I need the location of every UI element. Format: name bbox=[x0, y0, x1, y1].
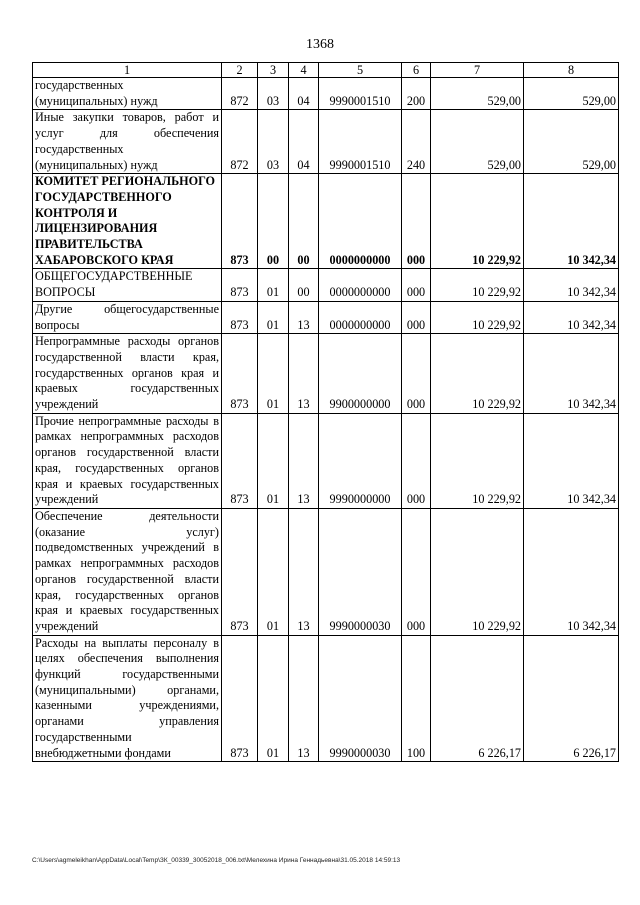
row-name-cell: Прочие непрограммные расходы в рамках непрограммных расходов органов государственной власти края, государственных органов края и краевых государственных учреждений bbox=[33, 413, 222, 508]
ministry-code-cell: 873 bbox=[222, 301, 258, 333]
header-cell: 8 bbox=[524, 63, 619, 78]
subsection-code-cell: 04 bbox=[289, 78, 319, 110]
ministry-code-cell: 873 bbox=[222, 508, 258, 635]
header-cell: 4 bbox=[289, 63, 319, 78]
target-article-cell: 9990000030 bbox=[319, 508, 402, 635]
row-name-cell: Расходы на выплаты персоналу в целях обеспечения выполнения функций государственными (муниципальными) органами, казенными учреждениями, органами управления государственными внебюджетными фондами bbox=[33, 635, 222, 762]
table-row bbox=[33, 334, 619, 414]
table-row bbox=[33, 269, 619, 301]
table-row bbox=[33, 413, 619, 508]
amount-year1-cell: 10 229,92 bbox=[431, 174, 524, 269]
expense-type-cell: 000 bbox=[402, 334, 431, 414]
subsection-code-cell: 13 bbox=[289, 508, 319, 635]
budget-table bbox=[32, 62, 619, 762]
section-code-cell: 00 bbox=[258, 174, 289, 269]
row-name-cell: Непрограммные расходы органов государственной власти края, государственных органов края и краевых государственных учреждений bbox=[33, 334, 222, 414]
ministry-code-cell: 872 bbox=[222, 78, 258, 110]
expense-type-cell: 000 bbox=[402, 174, 431, 269]
subsection-code-cell: 13 bbox=[289, 635, 319, 762]
header-cell: 5 bbox=[319, 63, 402, 78]
amount-year2-cell: 10 342,34 bbox=[524, 334, 619, 414]
amount-year1-cell: 529,00 bbox=[431, 110, 524, 174]
amount-year2-cell: 529,00 bbox=[524, 78, 619, 110]
ministry-code-cell: 873 bbox=[222, 635, 258, 762]
amount-year1-cell: 529,00 bbox=[431, 78, 524, 110]
section-code-cell: 01 bbox=[258, 334, 289, 414]
amount-year2-cell: 10 342,34 bbox=[524, 269, 619, 301]
target-article-cell: 9990000030 bbox=[319, 635, 402, 762]
subsection-code-cell: 13 bbox=[289, 301, 319, 333]
subsection-code-cell: 00 bbox=[289, 269, 319, 301]
row-name-cell: Обеспечение деятельности (оказание услуг) подведомственных учреждений в рамках непрограммных расходов органов государственной власти края, государственных органов края и краевых государственных учреждений bbox=[33, 508, 222, 635]
expense-type-cell: 200 bbox=[402, 78, 431, 110]
table-row bbox=[33, 78, 619, 110]
amount-year1-cell: 10 229,92 bbox=[431, 413, 524, 508]
table-row bbox=[33, 301, 619, 333]
target-article-cell: 9990000000 bbox=[319, 413, 402, 508]
ministry-code-cell: 873 bbox=[222, 413, 258, 508]
header-cell: 1 bbox=[33, 63, 222, 78]
expense-type-cell: 100 bbox=[402, 635, 431, 762]
amount-year1-cell: 10 229,92 bbox=[431, 334, 524, 414]
amount-year2-cell: 529,00 bbox=[524, 110, 619, 174]
target-article-cell: 9990001510 bbox=[319, 78, 402, 110]
target-article-cell: 0000000000 bbox=[319, 301, 402, 333]
ministry-code-cell: 873 bbox=[222, 174, 258, 269]
amount-year1-cell: 10 229,92 bbox=[431, 508, 524, 635]
subsection-code-cell: 04 bbox=[289, 110, 319, 174]
row-name-cell: государственных (муниципальных) нужд bbox=[33, 78, 222, 110]
target-article-cell: 9990001510 bbox=[319, 110, 402, 174]
amount-year2-cell: 10 342,34 bbox=[524, 301, 619, 333]
header-cell: 3 bbox=[258, 63, 289, 78]
amount-year2-cell: 10 342,34 bbox=[524, 508, 619, 635]
ministry-code-cell: 873 bbox=[222, 269, 258, 301]
section-code-cell: 03 bbox=[258, 78, 289, 110]
target-article-cell: 0000000000 bbox=[319, 269, 402, 301]
subsection-code-cell: 13 bbox=[289, 334, 319, 414]
section-code-cell: 01 bbox=[258, 508, 289, 635]
expense-type-cell: 240 bbox=[402, 110, 431, 174]
page-number: 1368 bbox=[306, 37, 334, 52]
amount-year1-cell: 10 229,92 bbox=[431, 269, 524, 301]
row-name-cell: ОБЩЕГОСУДАРСТВЕННЫЕ ВОПРОСЫ bbox=[33, 269, 222, 301]
target-article-cell: 9900000000 bbox=[319, 334, 402, 414]
section-code-cell: 01 bbox=[258, 269, 289, 301]
expense-type-cell: 000 bbox=[402, 413, 431, 508]
table-row bbox=[33, 635, 619, 762]
expense-type-cell: 000 bbox=[402, 269, 431, 301]
section-code-cell: 01 bbox=[258, 301, 289, 333]
ministry-code-cell: 872 bbox=[222, 110, 258, 174]
header-cell: 2 bbox=[222, 63, 258, 78]
row-name-cell: Иные закупки товаров, работ и услуг для обеспечения государственных (муниципальных) нужд bbox=[33, 110, 222, 174]
section-code-cell: 01 bbox=[258, 413, 289, 508]
header-cell: 7 bbox=[431, 63, 524, 78]
amount-year2-cell: 10 342,34 bbox=[524, 413, 619, 508]
section-code-cell: 03 bbox=[258, 110, 289, 174]
amount-year1-cell: 10 229,92 bbox=[431, 301, 524, 333]
target-article-cell: 0000000000 bbox=[319, 174, 402, 269]
table-row bbox=[33, 110, 619, 174]
table-row bbox=[33, 174, 619, 269]
subsection-code-cell: 00 bbox=[289, 174, 319, 269]
table-row bbox=[33, 508, 619, 635]
file-path-footer: C:\Users\agmeleikhan\AppData\Local\Temp\ЗК_00339_30052018_006.txt\Мелехина Ирина Геннадьевна\31.05.2018 14:59:13 bbox=[32, 857, 401, 864]
subsection-code-cell: 13 bbox=[289, 413, 319, 508]
expense-type-cell: 000 bbox=[402, 301, 431, 333]
amount-year1-cell: 6 226,17 bbox=[431, 635, 524, 762]
row-name-cell: КОМИТЕТ РЕГИОНАЛЬНОГО ГОСУДАРСТВЕННОГО КОНТРОЛЯ И ЛИЦЕНЗИРОВАНИЯ ПРАВИТЕЛЬСТВА ХАБАРОВСКОГО КРАЯ bbox=[33, 174, 222, 269]
section-code-cell: 01 bbox=[258, 635, 289, 762]
header-cell: 6 bbox=[402, 63, 431, 78]
expense-type-cell: 000 bbox=[402, 508, 431, 635]
amount-year2-cell: 6 226,17 bbox=[524, 635, 619, 762]
header-row bbox=[33, 63, 619, 78]
ministry-code-cell: 873 bbox=[222, 334, 258, 414]
row-name-cell: Другие общегосударственные вопросы bbox=[33, 301, 222, 333]
amount-year2-cell: 10 342,34 bbox=[524, 174, 619, 269]
